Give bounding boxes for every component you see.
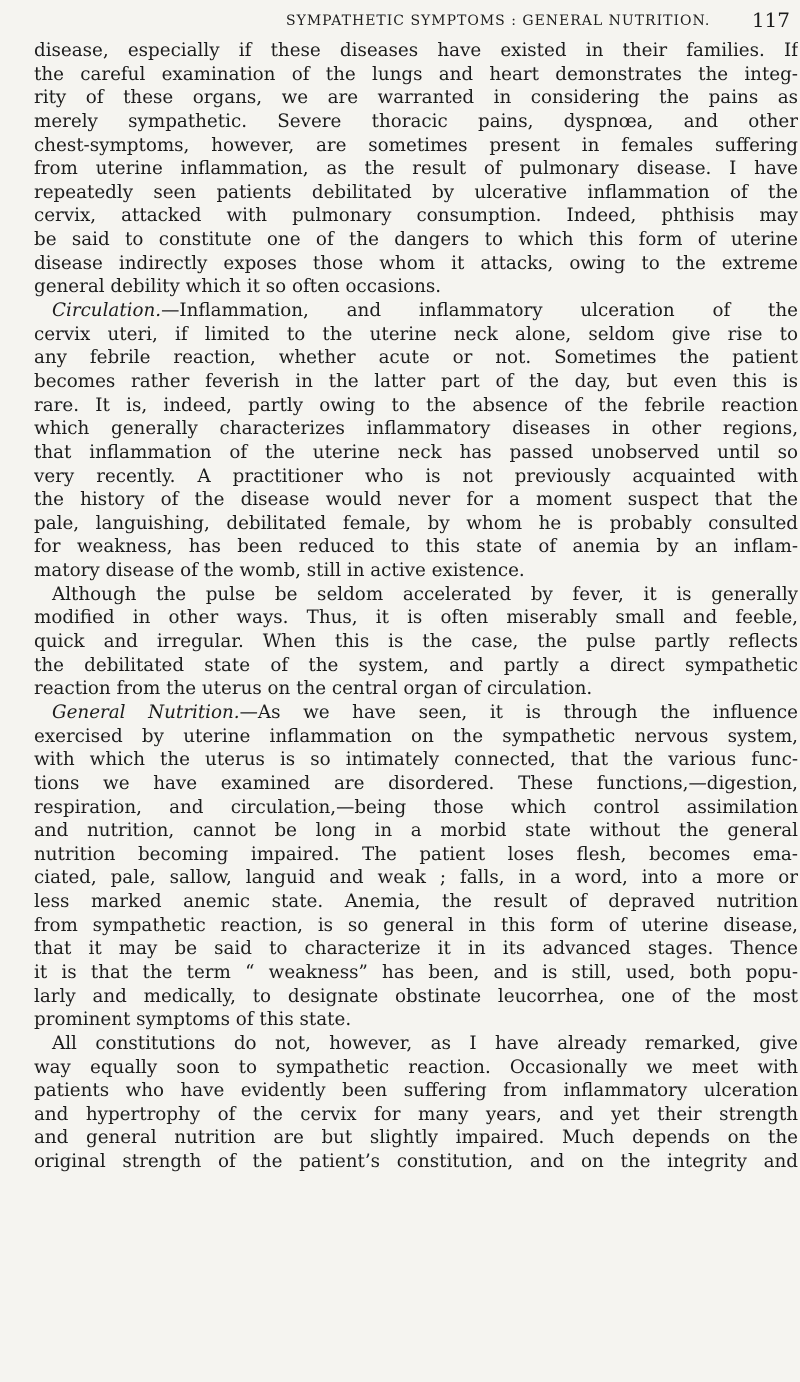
line-text: rity of these organs, we are warranted in considering the pains as <box>34 87 798 109</box>
line-text: —Inflammation, and inflammatory ulceration of the <box>161 300 798 322</box>
running-title: SYMPATHETIC SYMPTOMS : GENERAL NUTRITION. <box>286 13 711 29</box>
text-line <box>34 961 798 985</box>
text-line <box>34 866 798 890</box>
text-line <box>34 275 798 299</box>
text-line <box>34 772 798 796</box>
line-text: tions we have examined are disordered. These functions,—digestion, <box>34 772 798 794</box>
line-text: repeatedly seen patients debilitated by ulcerative inflammation of the <box>34 181 798 203</box>
section-heading: General Nutrition. <box>52 701 240 723</box>
text-line <box>34 535 798 559</box>
line-text: and hypertrophy of the cervix for many years, and yet their strength <box>34 1103 798 1125</box>
line-text: pale, languishing, debilitated female, by whom he is probably consulted <box>34 512 798 534</box>
text-line <box>34 394 798 418</box>
text-line <box>34 370 798 394</box>
text-line <box>34 252 798 276</box>
line-text: becomes rather feverish in the latter part of the day, but even this is <box>34 370 798 392</box>
line-text: —As we have seen, it is through the influence <box>239 701 798 723</box>
text-line <box>34 1126 798 1150</box>
line-text: disease, especially if these diseases have existed in their families. If <box>34 40 798 61</box>
line-text: original strength of the patient’s constitution, and on the integrity and <box>34 1151 798 1173</box>
line-text: general debility which it so often occasions. <box>34 276 442 298</box>
line-text: the history of the disease would never for a moment suspect that the <box>34 489 798 511</box>
text-line <box>34 488 798 512</box>
line-text: All constitutions do not, however, as I have already remarked, give <box>52 1032 798 1054</box>
body-text <box>34 39 798 1174</box>
line-text: the careful examination of the lungs and heart demonstrates the integ- <box>34 63 798 85</box>
text-line <box>34 583 798 607</box>
line-text: reaction from the uterus on the central organ of circulation. <box>34 678 593 700</box>
line-text: that it may be said to characterize it in its advanced stages. Thence <box>34 938 798 960</box>
text-line <box>34 299 798 323</box>
line-text: matory disease of the womb, still in active existence. <box>34 560 525 582</box>
text-line <box>34 701 798 725</box>
line-text: from sympathetic reaction, is so general in this form of uterine disease, <box>34 914 798 936</box>
line-text: patients who have evidently been suffering from inflammatory ulceration <box>34 1080 798 1102</box>
line-text: and general nutrition are but slightly impaired. Much depends on the <box>34 1127 798 1149</box>
text-line <box>34 677 798 701</box>
line-text: modified in other ways. Thus, it is often miserably small and feeble, <box>34 607 798 629</box>
text-line <box>34 441 798 465</box>
text-line <box>34 559 798 583</box>
line-text: chest-symptoms, however, are sometimes present in females suffering <box>34 134 798 156</box>
line-text: be said to constitute one of the dangers to which this form of uterine <box>34 229 798 251</box>
page-number: 117 <box>751 8 790 32</box>
line-text: very recently. A practitioner who is not previously acquainted with <box>34 465 798 487</box>
text-line <box>34 654 798 678</box>
text-line <box>34 1103 798 1127</box>
text-line <box>34 110 798 134</box>
section-heading: Circulation. <box>52 300 162 322</box>
line-text: respiration, and circulation,—being those which control assimilation <box>34 796 798 818</box>
line-text: prominent symptoms of this state. <box>34 1009 352 1031</box>
running-head <box>36 6 796 36</box>
text-line <box>34 1056 798 1080</box>
line-text: less marked anemic state. Anemia, the result of depraved nutrition <box>34 891 798 913</box>
line-text: Although the pulse be seldom accelerated by fever, it is generally <box>52 583 798 605</box>
line-text: exercised by uterine inflammation on the sympathetic nervous system, <box>34 725 798 747</box>
line-text: it is that the term “ weakness” has been, and is still, used, both popu- <box>34 961 798 983</box>
text-line <box>34 228 798 252</box>
text-line <box>34 323 798 347</box>
text-line <box>34 1079 798 1103</box>
text-line <box>34 937 798 961</box>
text-line <box>34 630 798 654</box>
line-text: which generally characterizes inflammatory diseases in other regions, <box>34 418 798 440</box>
text-line <box>34 606 798 630</box>
line-text: from uterine inflammation, as the result of pulmonary disease. I have <box>34 158 798 180</box>
text-line <box>34 819 798 843</box>
line-text: with which the uterus is so intimately connected, that the various func- <box>34 749 798 771</box>
text-line <box>34 1032 798 1056</box>
text-line <box>34 204 798 228</box>
line-text: cervix, attacked with pulmonary consumption. Indeed, phthisis may <box>34 205 798 227</box>
line-text: any febrile reaction, whether acute or not. Sometimes the patient <box>34 347 798 369</box>
text-line <box>34 39 798 63</box>
text-line <box>34 1150 798 1174</box>
line-text: cervix uteri, if limited to the uterine neck alone, seldom give rise to <box>34 323 798 345</box>
text-line <box>34 890 798 914</box>
text-line <box>34 725 798 749</box>
text-line <box>34 63 798 87</box>
text-line <box>34 86 798 110</box>
text-line <box>34 157 798 181</box>
line-text: for weakness, has been reduced to this state of anemia by an inflam- <box>34 536 798 558</box>
line-text: quick and irregular. When this is the case, the pulse partly reflects <box>34 631 798 653</box>
text-line <box>34 465 798 489</box>
text-line <box>34 181 798 205</box>
line-text: merely sympathetic. Severe thoracic pains, dyspnœa, and other <box>34 110 798 132</box>
text-line <box>34 796 798 820</box>
line-text: that inflammation of the uterine neck has passed unobserved until so <box>34 441 798 463</box>
line-text: and nutrition, cannot be long in a morbid state without the general <box>34 820 798 842</box>
text-line <box>34 748 798 772</box>
line-text: disease indirectly exposes those whom it attacks, owing to the extreme <box>34 252 798 274</box>
text-line <box>34 1008 798 1032</box>
text-line <box>34 914 798 938</box>
text-line <box>34 512 798 536</box>
text-line <box>34 134 798 158</box>
line-text: ciated, pale, sallow, languid and weak ; falls, in a word, into a more or <box>34 867 798 889</box>
line-text: larly and medically, to designate obstinate leucorrhea, one of the most <box>34 985 798 1007</box>
text-line <box>34 417 798 441</box>
text-line <box>34 843 798 867</box>
line-text: nutrition becoming impaired. The patient loses flesh, becomes ema- <box>34 843 798 865</box>
text-line <box>34 985 798 1009</box>
line-text: way equally soon to sympathetic reaction. Occasionally we meet with <box>34 1056 798 1078</box>
text-line <box>34 346 798 370</box>
line-text: the debilitated state of the system, and partly a direct sympathetic <box>34 654 798 676</box>
line-text: rare. It is, indeed, partly owing to the absence of the febrile reaction <box>34 394 798 416</box>
